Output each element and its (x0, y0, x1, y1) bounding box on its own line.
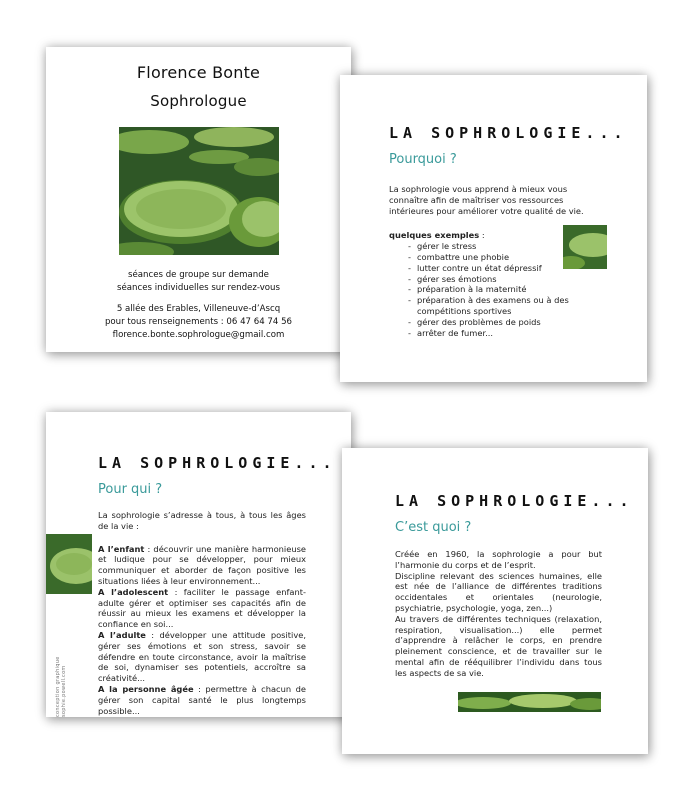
list-item: - préparation à des examens ou à des compétitions sportives (408, 295, 618, 317)
description (395, 549, 602, 679)
audience-label: A la personne âgée (98, 683, 194, 694)
card-subtitle: Pourquoi ? (389, 152, 457, 167)
practitioner-job: Sophrologue (150, 92, 247, 110)
lily-thumbnail-art (563, 225, 607, 269)
contact-info (46, 303, 351, 342)
card-cest-quoi (342, 448, 648, 754)
water-lily-illustration (119, 127, 279, 255)
graphic-design-credit: conception graphique sophie.powell.com (55, 656, 67, 717)
sessions-line: séances individuelles sur rendez-vous (117, 283, 280, 293)
lily-strip-photo (458, 692, 601, 712)
audience-text: : développer une attitude positive, gérer ses émotions et son stress, savoir se défendre en toute circonstance, avoir la maîtrise de soi, dynamiser ses potentiels, accroître sa créativité... (98, 629, 307, 684)
list-item: - combattre une phobie (408, 252, 618, 263)
water-lily-photo (119, 127, 279, 255)
practitioner-name: Florence Bonte (136, 63, 261, 82)
paragraph: Discipline relevant des sciences humaines, elle est née de l’alliance de différentes traditions occidentales et orientales (neurologie, psychiatrie, psychologie, yoga, zen...) (395, 570, 602, 613)
lily-thumbnail-art (46, 534, 92, 594)
audience-item (98, 630, 306, 684)
audience-label: A l’adulte (98, 629, 146, 640)
card-title: LA SOPHROLOGIE... (395, 492, 634, 510)
intro-text: La sophrologie vous apprend à mieux vous connaître afin de maîtriser vos ressources intérieures pour améliorer votre qualité de vie. (389, 184, 584, 216)
intro-text: La sophrologie s’adresse à tous, à tous les âges de la vie : (98, 510, 306, 531)
sessions-info (46, 269, 351, 295)
audience-label: A l’adolescent (98, 586, 169, 597)
lily-strip-art (458, 692, 601, 712)
list-item: - gérer ses émotions (408, 274, 618, 285)
audience-text: : permettre à chacun de gérer son capital santé le plus longtemps possible... (98, 683, 306, 716)
list-item: - lutter contre un état dépressif (408, 263, 618, 274)
business-card (46, 47, 351, 352)
list-item: - gérer des problèmes de poids (408, 317, 618, 328)
lily-thumbnail (46, 534, 92, 594)
audience-item (98, 684, 306, 716)
examples-label: quelques exemples (389, 230, 480, 241)
paragraph: Au travers de différentes techniques (relaxation, respiration, visualisation...) elle permet d’apprendre à relâcher le corps, en prendre pleinement conscience, et de travailler sur le mental afin de rééquilibrer l’individu dans tous les aspects de sa vie. (395, 613, 602, 678)
list-item: - préparation à la maternité (408, 284, 618, 295)
list-item: - gérer le stress (408, 241, 618, 252)
list-item: - arrêter de fumer... (408, 328, 618, 339)
address: 5 allée des Erables, Villeneuve-d’Ascq (116, 304, 281, 314)
audience-text: : faciliter le passage enfant-adulte gérer et optimiser ses capacités afin de réussir au mieux les examens et développer la confiance en soi... (98, 586, 307, 630)
card-subtitle: Pour qui ? (98, 482, 163, 497)
card-title: LA SOPHROLOGIE... (389, 124, 628, 142)
audience-list (98, 544, 306, 717)
audience-text: : découvrir une manière harmonieuse et ludique pour se développer, pour mieux communiquer et aborder de façon positive les situations liées à leur environnement... (98, 543, 306, 586)
sessions-line: séances de groupe sur demande (128, 270, 269, 280)
email[interactable]: florence.bonte.sophrologue@gmail.com (112, 330, 285, 340)
audience-item (98, 587, 306, 630)
audience-item (98, 544, 306, 587)
audience-label: A l’enfant (98, 543, 145, 554)
card-pourquoi (340, 75, 647, 382)
phone: pour tous renseignements : 06 47 64 74 56 (104, 317, 293, 327)
card-pour-qui (46, 412, 351, 717)
examples-colon: : (479, 230, 485, 241)
card-title: LA SOPHROLOGIE... (98, 454, 337, 472)
lily-thumbnail (563, 225, 607, 269)
paragraph: Créée en 1960, la sophrologie a pour but l’harmonie du corps et de l’esprit. (395, 549, 602, 570)
card-subtitle: C’est quoi ? (395, 520, 472, 535)
